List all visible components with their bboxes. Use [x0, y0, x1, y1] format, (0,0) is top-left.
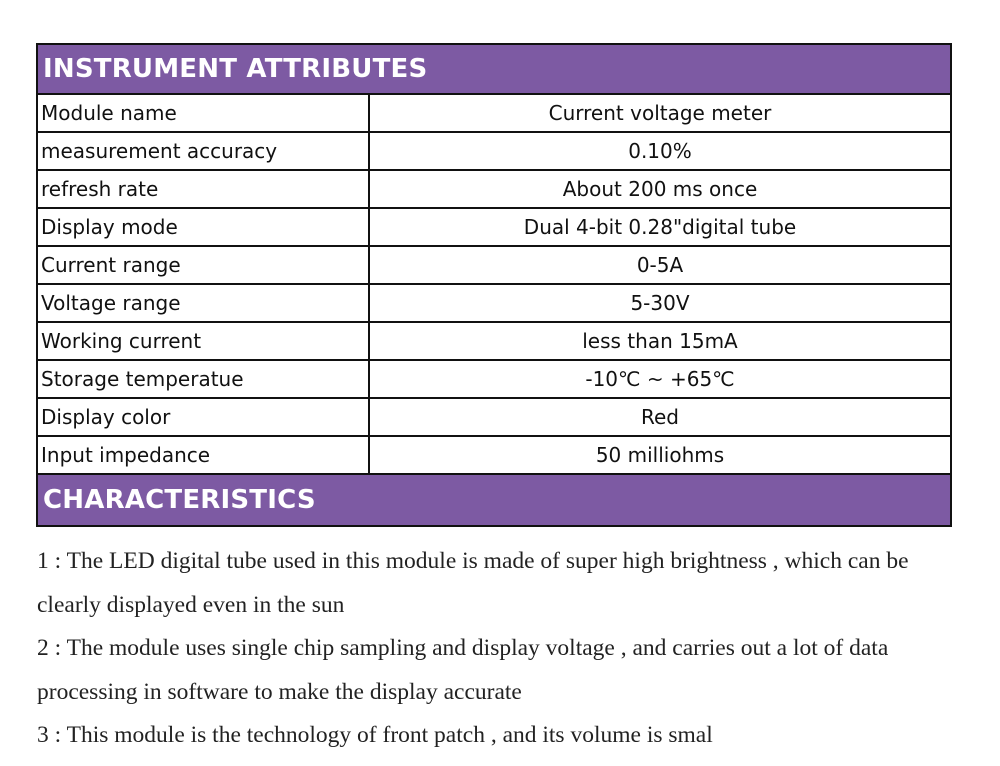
characteristics-header — [38, 475, 950, 525]
table-row — [38, 209, 950, 247]
row-value: less than 15mA — [582, 329, 738, 353]
table-row — [38, 361, 950, 399]
row-value: 0.10% — [628, 139, 692, 163]
characteristic-item: 1 : The LED digital tube used in this module is made of super high brightness , which can be clearly displayed even in the sun — [37, 548, 909, 618]
row-value: Dual 4-bit 0.28"digital tube — [523, 215, 797, 239]
row-label: Module name — [38, 95, 370, 131]
table-row — [38, 171, 950, 209]
row-label: Display mode — [38, 209, 370, 245]
row-value: Current voltage meter — [548, 101, 772, 125]
instrument-attributes-title: INSTRUMENT ATTRIBUTES — [43, 54, 428, 84]
spec-table — [36, 43, 952, 527]
characteristics-list — [37, 540, 967, 758]
row-value: 5-30V — [630, 291, 690, 315]
instrument-attributes-header — [38, 45, 950, 95]
table-row — [38, 399, 950, 437]
row-label: measurement accuracy — [38, 133, 370, 169]
row-value: 0-5A — [636, 253, 684, 277]
row-label: Voltage range — [38, 285, 370, 321]
row-value: About 200 ms once — [562, 177, 758, 201]
table-row — [38, 133, 950, 171]
row-label: refresh rate — [38, 171, 370, 207]
row-label: Working current — [38, 323, 370, 359]
table-row — [38, 285, 950, 323]
row-value: -10℃ ~ +65℃ — [585, 367, 735, 391]
row-value: Red — [641, 405, 679, 429]
table-row — [38, 323, 950, 361]
characteristic-item: 2 : The module uses single chip sampling and display voltage , and carries out a lot of data processing in software to make the display accurate — [37, 635, 889, 705]
row-label: Current range — [38, 247, 370, 283]
row-label: Storage temperatue — [38, 361, 370, 397]
characteristic-item: 3 : This module is the technology of front patch , and its volume is smal — [37, 722, 713, 748]
characteristics-title: CHARACTERISTICS — [43, 485, 316, 515]
row-label: Display color — [38, 399, 370, 435]
table-row — [38, 95, 950, 133]
row-value: 50 milliohms — [595, 443, 725, 467]
table-row — [38, 247, 950, 285]
table-row — [38, 437, 950, 475]
row-label: Input impedance — [38, 437, 370, 473]
